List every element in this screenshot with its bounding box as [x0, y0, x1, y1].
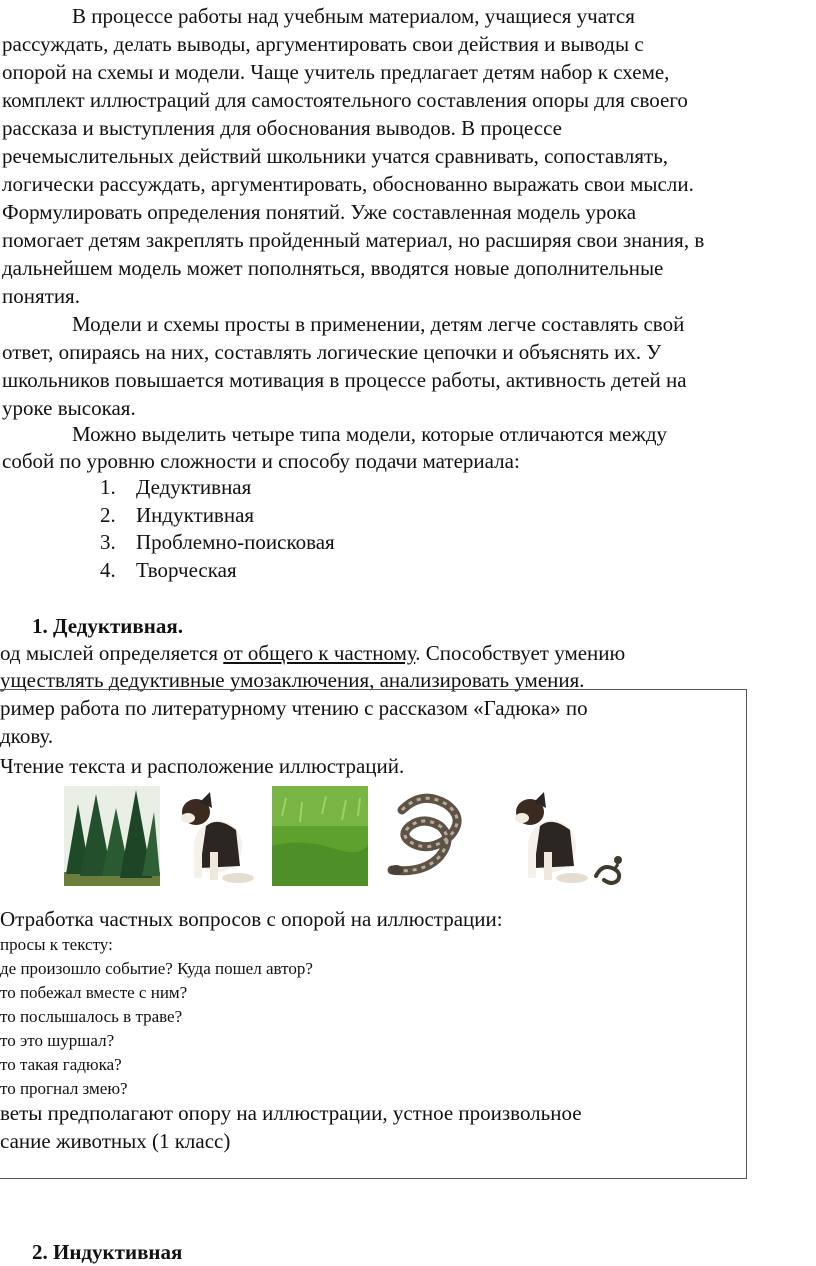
para1-line-4: комплект иллюстраций для самостоятельного составления опоры для своего — [2, 88, 688, 112]
list-item: 1. Дедуктивная — [100, 475, 252, 499]
question-item: то прогнал змею? — [0, 1079, 128, 1098]
para1-line-6: речемыслительных действий школьники учатся сравнивать, сопоставлять, — [2, 144, 669, 168]
section2-heading: 2. Индуктивная — [32, 1240, 183, 1264]
para1-line-7: логически рассуждать, аргументировать, обоснованно выражать свои мысли. — [2, 172, 694, 196]
para1-line-1: В процессе работы над учебным материалом, учащиеся учатся — [72, 4, 635, 28]
para2-line-3: школьников повышается мотивация в процессе работы, активность детей на — [2, 368, 687, 392]
practice-line: Отработка частных вопросов с опорой на иллюстрации: — [0, 907, 503, 931]
section1-line-1: од мыслей определяется от общего к частному. Способствует умению — [0, 641, 626, 665]
para1-line-5: рассказа и выступления для обоснования выводов. В процессе — [2, 116, 562, 140]
para2-line-4: уроке высокая. — [2, 396, 136, 420]
answers-line-2: сание животных (1 класс) — [0, 1129, 231, 1153]
underlined-phrase: от общего к частному — [223, 641, 416, 665]
answers-line-1: веты предполагают опору на иллюстрации, устное произвольное — [0, 1101, 582, 1125]
para1-line-11: понятия. — [2, 284, 80, 308]
question-item: то это шуршал? — [0, 1031, 115, 1050]
snake-image — [384, 786, 480, 886]
dog-image — [500, 786, 596, 886]
trees-image — [64, 786, 160, 886]
model-types-list — [100, 474, 335, 584]
para1-line-3: опорой на схемы и модели. Чаще учитель предлагает детям набор к схеме, — [2, 60, 670, 84]
list-item: 3. Проблемно-поисковая — [100, 530, 335, 554]
example-line-1: ример работа по литературному чтению с рассказом «Гадюка» по — [0, 696, 588, 720]
question-item: де произошло событие? Куда пошел автор? — [0, 959, 313, 978]
question-item: то побежал вместе с ним? — [0, 983, 188, 1002]
para2-line-2: ответ, опираясь на них, составлять логические цепочки и объяснять их. У — [2, 340, 662, 364]
reading-line: Чтение текста и расположение иллюстраций. — [0, 754, 405, 778]
section1-line-2: уществлять дедуктивные умозаключения, анализировать умения. — [0, 668, 585, 692]
dog-image — [166, 786, 262, 886]
para2-line-1: Модели и схемы просты в применении, детям легче составлять свой — [72, 312, 685, 336]
question-item: то такая гадюка? — [0, 1055, 122, 1074]
grass-image — [272, 786, 368, 886]
para3-line-1: Можно выделить четыре типа модели, которые отличаются между — [72, 422, 668, 446]
questions-title: просы к тексту: — [0, 935, 113, 954]
list-item: 4. Творческая — [100, 557, 237, 582]
para1-line-10: дальнейшем модель может пополняться, вводятся новые дополнительные — [2, 256, 664, 280]
question-item: то послышалось в траве? — [0, 1007, 183, 1026]
example-line-2: дкову. — [0, 724, 54, 748]
para3-line-2: собой по уровню сложности и способу подачи материала: — [2, 449, 520, 473]
section1-heading: 1. Дедуктивная. — [32, 614, 183, 638]
para1-line-2: рассуждать, делать выводы, аргументировать свои действия и выводы с — [2, 32, 644, 56]
para1-line-9: помогает детям закреплять пройденный материал, но расширяя свои знания, в — [2, 228, 705, 252]
list-item: 2. Индуктивная — [100, 502, 255, 527]
small-snake-image — [592, 850, 626, 886]
para1-line-8: Формулировать определения понятий. Уже составленная модель урока — [2, 200, 637, 224]
